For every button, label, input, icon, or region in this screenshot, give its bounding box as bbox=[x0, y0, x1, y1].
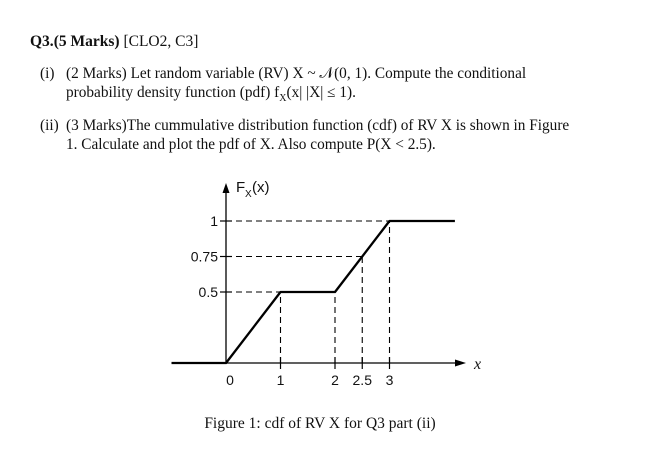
y-axis-label: F bbox=[236, 179, 246, 196]
xtick-label-0: 0 bbox=[226, 372, 234, 388]
xtick-label-1: 1 bbox=[276, 372, 285, 388]
ytick-label-0.5: 0.5 bbox=[198, 284, 218, 300]
xtick-label-3: 3 bbox=[385, 372, 394, 388]
part-i-label: (i) bbox=[40, 65, 55, 82]
caption-text: Figure 1: cdf of RV X for Q3 part (ii) bbox=[204, 415, 436, 432]
part-ii-line1: (3 Marks)The cummulative distribution function (cdf) of RV X is shown in Figure bbox=[66, 117, 570, 134]
x-axis-arrow bbox=[455, 360, 466, 367]
part-i-sub: X bbox=[279, 93, 287, 105]
xtick-label-2.5: 2.5 bbox=[352, 372, 372, 388]
y-axis-label-arg: (x) bbox=[252, 179, 270, 196]
figure-caption bbox=[0, 415, 672, 433]
x-axis-label: x bbox=[474, 356, 482, 373]
question-clo: [CLO2, C3] bbox=[123, 33, 199, 50]
part-i-line2-end: (x| |X| ≤ 1). bbox=[286, 84, 356, 101]
ytick-label-0.75: 0.75 bbox=[190, 248, 218, 265]
ytick-label-1: 1 bbox=[210, 213, 218, 229]
part-i-line2: probability density function (pdf) f bbox=[66, 84, 280, 101]
part-i-line1: Let random variable (RV) X ~ 𝒩(0, 1). Compute the conditional bbox=[130, 65, 527, 82]
question-marks: (5 Marks) bbox=[53, 33, 120, 50]
xtick-label-2: 2 bbox=[331, 372, 339, 388]
y-axis-label-sub: X bbox=[245, 189, 252, 200]
part-ii-line2: 1. Calculate and plot the pdf of X. Also compute P(X < 2.5). bbox=[66, 136, 436, 153]
part-ii-label: (ii) bbox=[40, 117, 59, 134]
part-i-marks: (2 Marks) bbox=[66, 65, 127, 82]
question-number: Q3. bbox=[30, 33, 54, 50]
y-axis-arrow bbox=[223, 183, 230, 193]
